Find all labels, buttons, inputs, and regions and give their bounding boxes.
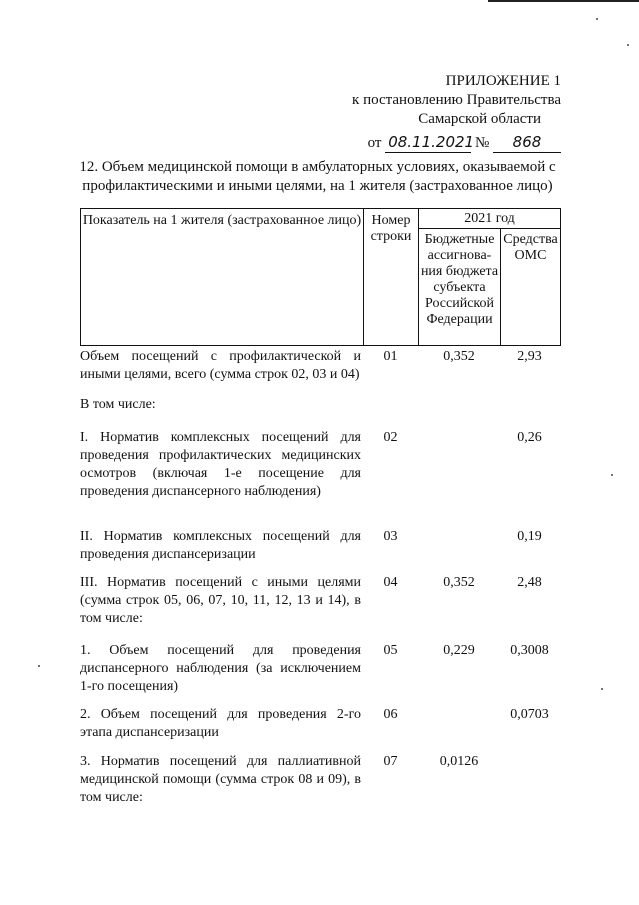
row-number: 05 [383, 643, 398, 658]
row-oms-value: 2,93 [517, 349, 542, 364]
scan-speck [38, 665, 40, 667]
row-number: 06 [383, 707, 398, 722]
row-oms-value: 2,48 [517, 575, 542, 590]
row-indicator: III. Норматив посещений с иными целями (сумма строк 05, 06, 07, 10, 11, 12, 13 и 14), в том числе: [80, 575, 361, 626]
row-indicator: I. Норматив комплексных посещений для проведения профилактических медицинских осмотров (включая 1-е посещение для проведения диспансерного наблюдения) [80, 430, 361, 499]
decree-reference: к постановлению Правительства [352, 92, 561, 108]
row-oms-value: 0,19 [517, 529, 542, 544]
header-indicator: Показатель на 1 жителя (застрахованное лицо) [81, 209, 364, 345]
header-row-number: Номер строки [364, 209, 419, 345]
region-name: Самарской области [418, 111, 541, 127]
appendix-header [352, 72, 561, 153]
section-title: 12. Объем медицинской помощи в амбулаторных условиях, оказываемой с профилактическими и иными целями, на 1 жителя (застрахованное лицо) [79, 159, 556, 194]
appendix-title: ПРИЛОЖЕНИЕ 1 [445, 73, 561, 89]
row-oms-value: 0,3008 [510, 643, 549, 658]
date-number-line: от 08.11.2021 № 868 [352, 133, 561, 153]
scan-speck [627, 44, 629, 46]
row-number: 04 [383, 575, 398, 590]
table-header [80, 208, 561, 346]
handwritten-date: 08.11.2021 [385, 133, 471, 153]
including-label: В том числе: [80, 397, 156, 412]
row-indicator: 3. Норматив посещений для паллиативной медицинской помощи (сумма строк 08 и 09), в том числе: [80, 754, 361, 805]
row-indicator: Объем посещений с профилактической и иными целями, всего (сумма строк 02, 03 и 04) [80, 349, 361, 382]
scan-edge-line [488, 0, 639, 2]
row-number: 03 [383, 529, 398, 544]
row-budget-value: 0,352 [443, 575, 475, 590]
handwritten-number: 868 [493, 133, 561, 153]
row-indicator: II. Норматив комплексных посещений для проведения диспансеризации [80, 529, 361, 562]
row-budget-value: 0,229 [443, 643, 475, 658]
scan-speck [596, 18, 598, 20]
header-year: 2021 год [419, 209, 560, 229]
scan-speck [601, 688, 603, 690]
row-budget-value: 0,352 [443, 349, 475, 364]
row-indicator: 1. Объем посещений для проведения диспансерного наблюдения (за исключением 1-го посещения) [80, 643, 361, 694]
row-oms-value: 0,26 [517, 430, 542, 445]
header-oms: Средства ОМС [503, 232, 558, 263]
row-number: 07 [383, 754, 398, 769]
header-budget: Бюджетные ассигнова-ния бюджета субъекта Российской Федерации [419, 229, 501, 345]
row-oms-value: 0,0703 [510, 707, 549, 722]
row-indicator: 2. Объем посещений для проведения 2-го этапа диспансеризации [80, 707, 361, 740]
scan-speck [611, 474, 613, 476]
row-number: 02 [383, 430, 398, 445]
row-budget-value: 0,0126 [439, 754, 479, 769]
row-number: 01 [383, 349, 398, 364]
